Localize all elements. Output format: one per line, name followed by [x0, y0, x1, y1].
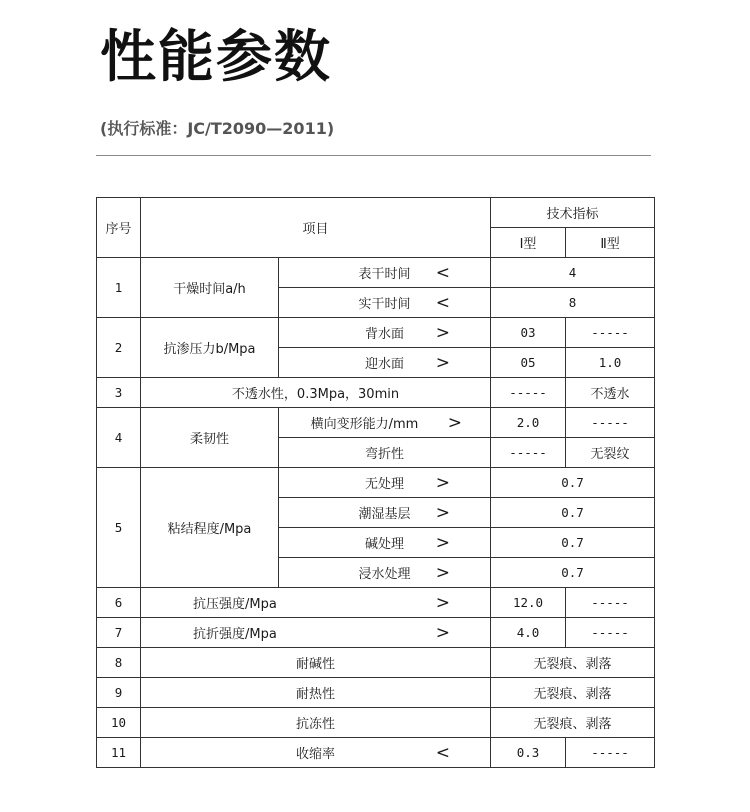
value-type1: -----	[491, 438, 566, 468]
standard-subtitle: (执行标准：JC/T2090—2011)	[100, 119, 335, 138]
value-type2: -----	[566, 618, 655, 648]
row-no: 3	[97, 378, 141, 408]
table-row	[97, 738, 655, 768]
row-no: 7	[97, 618, 141, 648]
row-no: 5	[97, 468, 141, 588]
value-type1: 12.0	[491, 588, 566, 618]
sub-item-label: 碱处理	[365, 537, 405, 552]
greater-than-symbol: >	[435, 472, 451, 493]
sub-item-label: 横向变形能力/mm	[310, 417, 419, 432]
sub-item	[279, 288, 491, 318]
row-no: 11	[97, 738, 141, 768]
value-type2: 1.0	[566, 348, 655, 378]
row-no: 1	[97, 258, 141, 318]
table-row	[97, 258, 655, 288]
row-no: 2	[97, 318, 141, 378]
row-no: 10	[97, 708, 141, 738]
value-type2: 不透水	[566, 378, 655, 408]
header-no: 序号	[97, 198, 141, 258]
row-no: 4	[97, 408, 141, 468]
row-name-cell	[141, 738, 491, 768]
sub-item-label: 迎水面	[365, 357, 405, 372]
table-row	[97, 648, 655, 678]
value-cell: 0.7	[491, 468, 655, 498]
table-row	[97, 318, 655, 348]
sub-item	[279, 318, 491, 348]
table-row	[97, 678, 655, 708]
value-cell: 无裂痕、剥落	[491, 708, 655, 738]
value-cell: 无裂痕、剥落	[491, 648, 655, 678]
greater-than-symbol: >	[435, 352, 451, 373]
sub-item	[279, 528, 491, 558]
row-name: 抗压强度/Mpa	[193, 597, 277, 612]
value-type1: 0.3	[491, 738, 566, 768]
value-cell: 无裂痕、剥落	[491, 678, 655, 708]
greater-than-symbol: >	[435, 562, 451, 583]
header-index: 技术指标	[491, 198, 655, 228]
divider	[96, 155, 651, 156]
table-row	[97, 468, 655, 498]
page-title: 性能参数	[100, 25, 332, 90]
value-type1: 4.0	[491, 618, 566, 648]
greater-than-symbol: >	[435, 622, 451, 643]
sub-item-label: 背水面	[365, 327, 405, 342]
value-type1: 2.0	[491, 408, 566, 438]
value-type2: -----	[566, 408, 655, 438]
row-name: 干燥时间a/h	[141, 258, 279, 318]
greater-than-symbol: >	[435, 592, 451, 613]
row-name: 不透水性，0.3Mpa，30min	[141, 378, 491, 408]
value-cell: 0.7	[491, 558, 655, 588]
less-than-symbol: <	[435, 292, 451, 313]
value-cell: 8	[491, 288, 655, 318]
performance-table	[96, 197, 655, 768]
sub-item	[279, 498, 491, 528]
sub-item	[279, 258, 491, 288]
greater-than-symbol: >	[435, 322, 451, 343]
table-row	[97, 378, 655, 408]
row-no: 6	[97, 588, 141, 618]
row-name: 抗冻性	[141, 708, 491, 738]
row-name: 柔韧性	[141, 408, 279, 468]
table-row	[97, 618, 655, 648]
row-name: 耐碱性	[141, 648, 491, 678]
sub-item-label: 潮湿基层	[358, 507, 411, 522]
row-name: 抗渗压力b/Mpa	[141, 318, 279, 378]
row-name: 收缩率	[296, 747, 336, 762]
value-type2: -----	[566, 588, 655, 618]
row-no: 8	[97, 648, 141, 678]
header-item: 项目	[141, 198, 491, 258]
less-than-symbol: <	[435, 742, 451, 763]
header-type2: Ⅱ型	[566, 228, 655, 258]
sub-item	[279, 468, 491, 498]
value-type2: -----	[566, 318, 655, 348]
sub-item	[279, 348, 491, 378]
sub-item-label: 无处理	[365, 477, 405, 492]
value-cell: 0.7	[491, 528, 655, 558]
table-header-row	[97, 198, 655, 228]
value-type2: -----	[566, 738, 655, 768]
greater-than-symbol: >	[435, 502, 451, 523]
header-type1: Ⅰ型	[491, 228, 566, 258]
sub-item-label: 弯折性	[279, 438, 491, 468]
greater-than-symbol: >	[435, 532, 451, 553]
sub-item-label: 浸水处理	[358, 567, 411, 582]
value-type1: 05	[491, 348, 566, 378]
less-than-symbol: <	[435, 262, 451, 283]
sub-item-label: 实干时间	[358, 297, 411, 312]
value-type2: 无裂纹	[566, 438, 655, 468]
row-name-cell	[141, 588, 491, 618]
row-name: 粘结程度/Mpa	[141, 468, 279, 588]
value-type1: -----	[491, 378, 566, 408]
sub-item	[279, 558, 491, 588]
row-no: 9	[97, 678, 141, 708]
value-cell: 0.7	[491, 498, 655, 528]
table-row	[97, 408, 655, 438]
row-name: 抗折强度/Mpa	[193, 627, 277, 642]
value-type1: 03	[491, 318, 566, 348]
greater-than-symbol: >	[447, 412, 463, 433]
row-name-cell	[141, 618, 491, 648]
sub-item	[279, 408, 491, 438]
sub-item-label: 表干时间	[358, 267, 411, 282]
table-row	[97, 588, 655, 618]
table-row	[97, 708, 655, 738]
value-cell: 4	[491, 258, 655, 288]
row-name: 耐热性	[141, 678, 491, 708]
